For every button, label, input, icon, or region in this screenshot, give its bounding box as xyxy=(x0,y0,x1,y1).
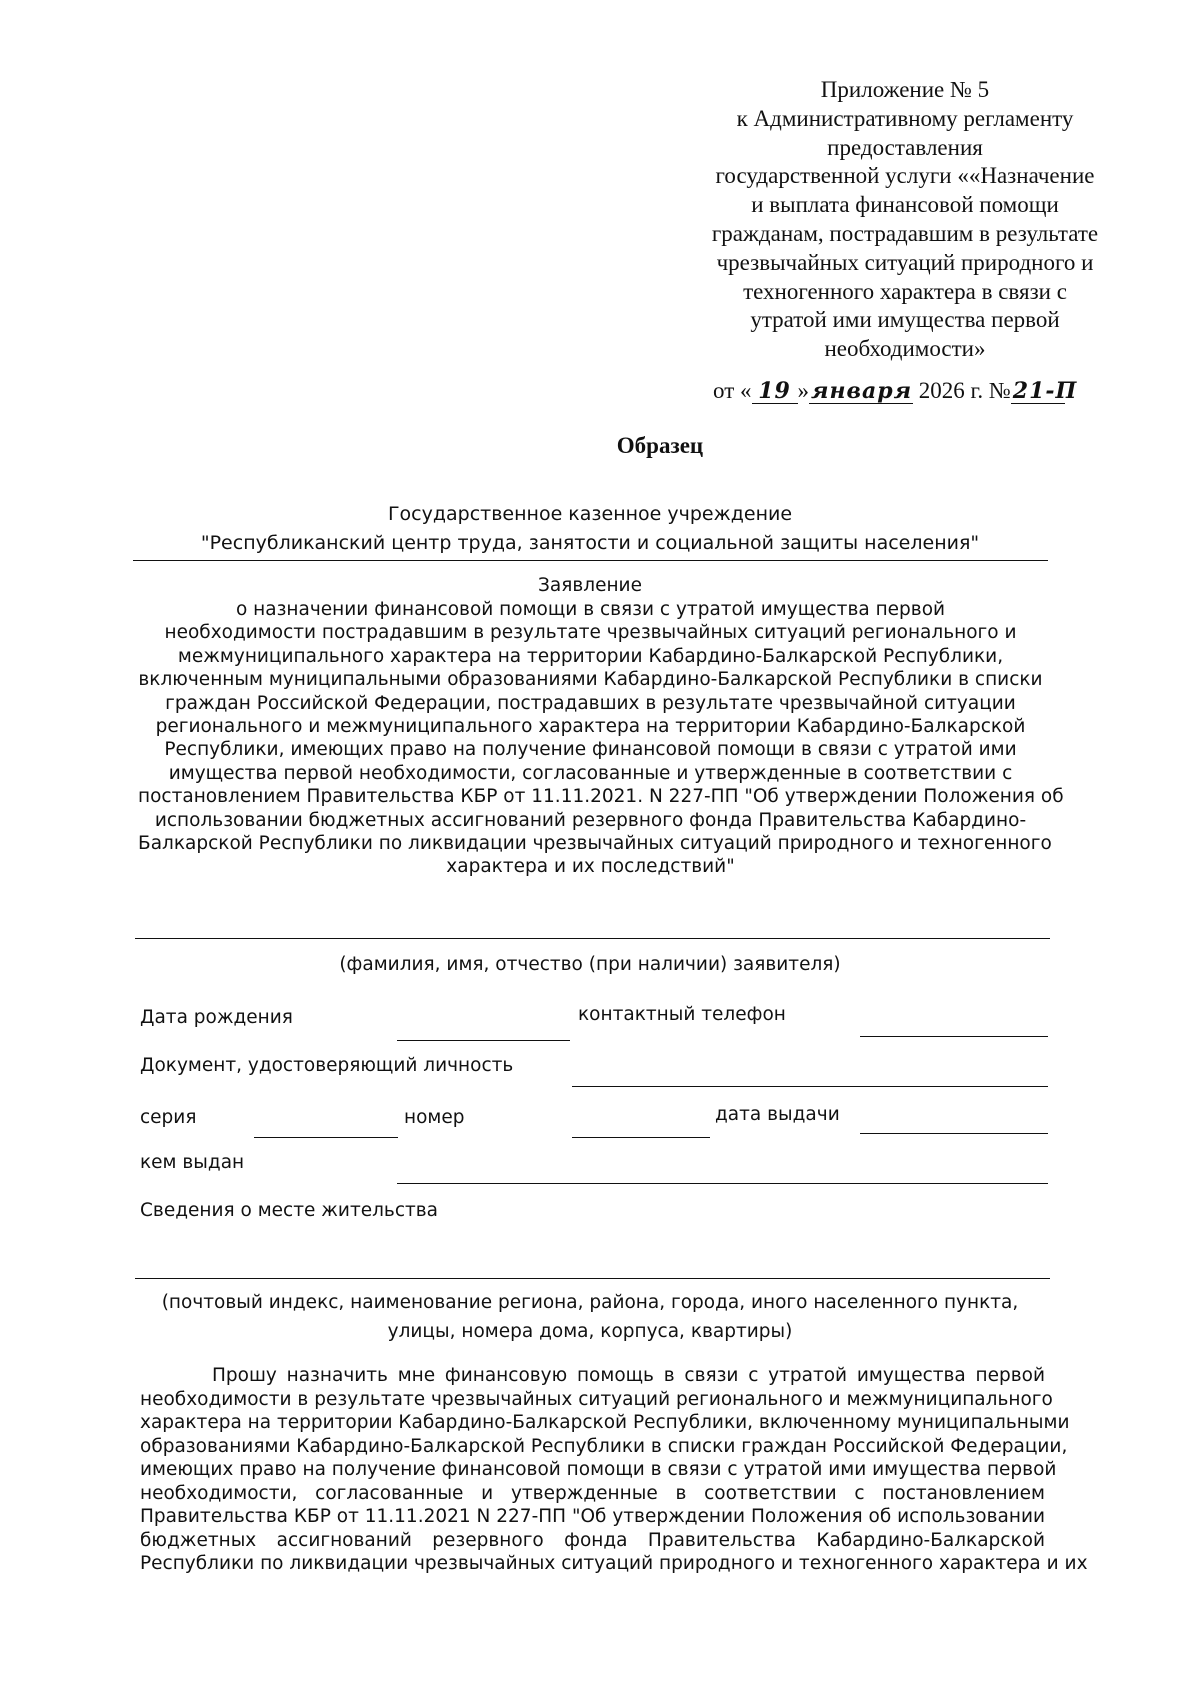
appendix-line: к Административному регламенту xyxy=(736,105,1074,131)
organization-type: Государственное казенное учреждение xyxy=(387,503,793,525)
residence-field[interactable] xyxy=(135,1278,1050,1279)
issue-date-label: дата выдачи xyxy=(715,1104,840,1125)
application-line: имущества первой необходимости, согласованные и утвержденные в соответствии с xyxy=(168,762,1013,784)
organization-divider xyxy=(133,560,1048,561)
series-label: серия xyxy=(140,1107,197,1128)
appendix-line: государственной услуги ««Назначение xyxy=(715,163,1095,189)
series-field[interactable] xyxy=(254,1137,398,1138)
appendix-line: чрезвычайных ситуаций природного и xyxy=(716,249,1094,275)
application-line: включенным муниципальными образованиями Кабардино-Балкарской Республики в списки xyxy=(138,669,1043,691)
document-date-line xyxy=(713,378,1078,404)
appendix-line: предоставления xyxy=(827,134,983,160)
organization-name: "Республиканский центр труда, занятости и социальной защиты населения" xyxy=(200,532,980,554)
application-line: регионального и межмуниципального характера на территории Кабардино-Балкарской xyxy=(155,716,1026,738)
appendix-line: необходимости» xyxy=(824,336,986,362)
applicant-name-field[interactable] xyxy=(135,938,1050,939)
appendix-line: утратой ими имущества первой xyxy=(750,307,1060,333)
application-line: межмуниципального характера на территории Кабардино-Балкарской Республики, xyxy=(177,645,1004,667)
request-line: бюджетных ассигнований резервного фонда Правительства Кабардино-Балкарской xyxy=(140,1529,1045,1551)
id-document-field[interactable] xyxy=(572,1086,1048,1087)
issued-by-label: кем выдан xyxy=(140,1152,245,1173)
address-hint: (почтовый индекс, наименование региона, района, города, иного населенного пункта, улицы, номера дома, корпуса, квартиры) xyxy=(161,1292,1019,1342)
number-field[interactable] xyxy=(572,1137,710,1138)
handwritten-number: 21-П xyxy=(1012,378,1078,404)
request-line: Правительства КБР от 11.11.2021 N 227-ПП "Об утверждении Положения об использовании xyxy=(140,1506,1045,1527)
handwritten-month: января xyxy=(811,378,913,404)
applicant-name-hint: (фамилия, имя, отчество (при наличии) заявителя) xyxy=(339,954,841,975)
date-year-text: 2026 г. № xyxy=(918,378,1011,403)
request-line: необходимости, согласованные и утвержденные в соответствии с постановлением xyxy=(140,1482,1045,1504)
request-line: необходимости в результате чрезвычайных ситуаций регионального и межмуниципального xyxy=(140,1388,1053,1410)
application-line: Республики, имеющих право на получение финансовой помощи в связи с утратой ими xyxy=(164,739,1017,761)
application-title: Заявление xyxy=(538,575,642,596)
request-line: образованиями Кабардино-Балкарской Республики в списки граждан Российской Федерации, xyxy=(140,1435,1068,1457)
handwritten-day: 19 xyxy=(752,379,798,404)
id-document-label: Документ, удостоверяющий личность xyxy=(140,1055,514,1076)
application-line: граждан Российской Федерации, пострадавших в результате чрезвычайной ситуации xyxy=(165,692,1016,714)
issued-by-field[interactable] xyxy=(397,1183,1048,1184)
request-line: Республики по ликвидации чрезвычайных ситуаций природного и техногенного характера и их xyxy=(140,1553,1088,1574)
residence-label: Сведения о месте жительства xyxy=(140,1200,439,1221)
application-subject xyxy=(138,598,1064,879)
request-line: характера на территории Кабардино-Балкарской Республики, включенному муниципальными xyxy=(140,1412,1070,1433)
application-line: постановлением Правительства КБР от 11.11.2021. N 227-ПП "Об утверждении Положения об xyxy=(138,786,1064,808)
phone-label: контактный телефон xyxy=(578,1004,786,1025)
request-paragraph xyxy=(140,1364,1088,1576)
appendix-line: техногенного характера в связи с xyxy=(743,278,1067,304)
appendix-line: Приложение № 5 xyxy=(820,77,990,102)
organization-block xyxy=(130,500,1050,558)
appendix-header xyxy=(690,76,1120,364)
birth-date-label: Дата рождения xyxy=(140,1007,293,1028)
appendix-line: гражданам, пострадавшим в результате xyxy=(711,220,1099,246)
number-label: номер xyxy=(404,1107,465,1128)
application-line: использовании бюджетных ассигнований резервного фонда Правительства Кабардино- xyxy=(154,809,1027,831)
application-line: необходимости пострадавшим в результате чрезвычайных ситуаций регионального и xyxy=(164,622,1017,644)
application-line: характера и их последствий" xyxy=(446,856,735,878)
birth-date-field[interactable] xyxy=(397,1040,570,1041)
application-line: о назначении финансовой помощи в связи с утратой имущества первой xyxy=(235,599,946,620)
date-mid: » xyxy=(797,378,809,403)
issue-date-field[interactable] xyxy=(860,1133,1048,1134)
request-line: имеющих право на получение финансовой помощи в связи с утратой ими имущества первой xyxy=(140,1459,1057,1480)
application-line: Балкарской Республики по ликвидации чрезвычайных ситуаций природного и техногенного xyxy=(138,833,1052,855)
sample-label: Образец xyxy=(616,433,704,458)
request-line: Прошу назначить мне финансовую помощь в связи с утратой имущества первой xyxy=(212,1365,1045,1386)
phone-field[interactable] xyxy=(860,1036,1048,1037)
appendix-line: и выплата финансовой помощи xyxy=(751,192,1059,218)
date-prefix: от « xyxy=(713,378,752,403)
